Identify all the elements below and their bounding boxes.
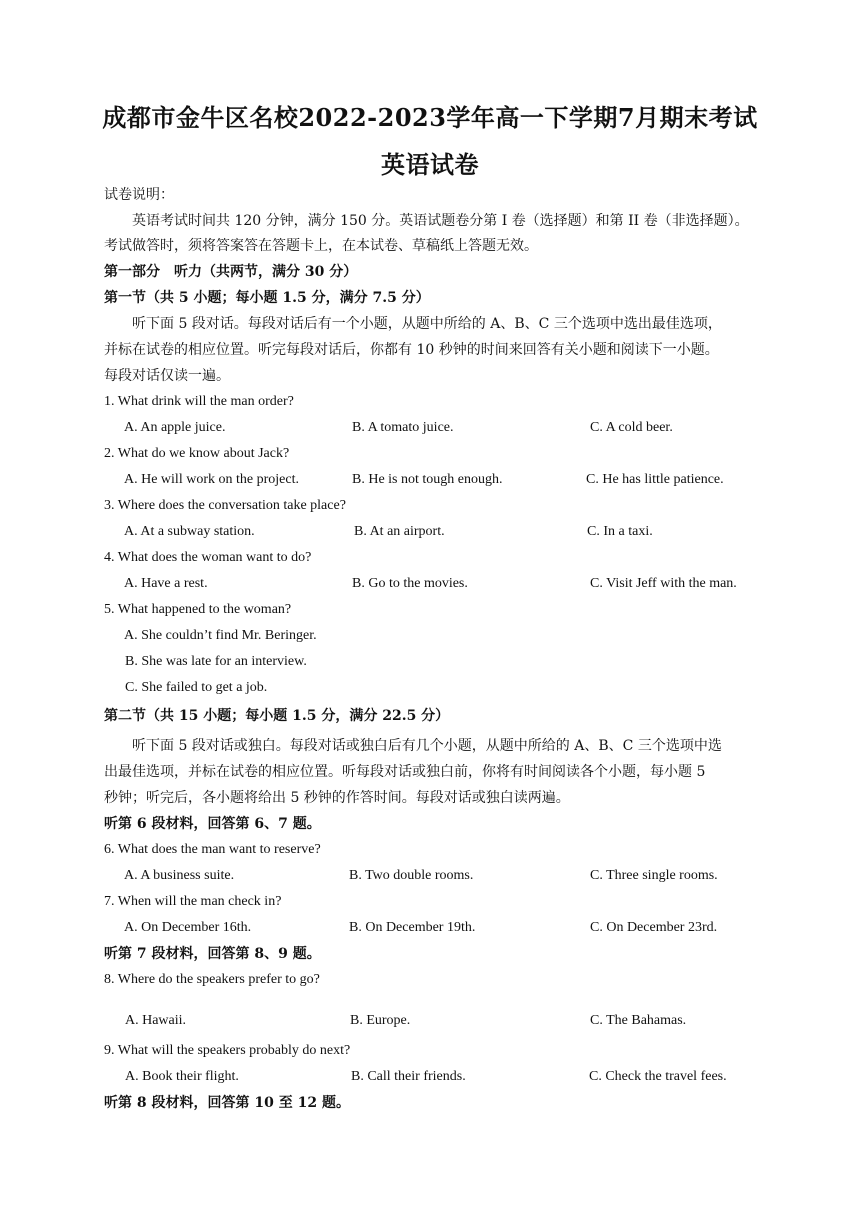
instructions-label: 试卷说明：	[104, 187, 174, 203]
section2-intro-2: 出最佳选项，并标在试卷的相应位置。听每段对话或独白前，你将有时间阅读各个小题，每小题 5	[104, 764, 706, 780]
section1-intro-1: 听下面 5 段对话。每段对话后有一个小题，从题中所给的 A、B、C 三个选项中选出最佳选项，	[132, 316, 722, 332]
section1-intro-2: 并标在试卷的相应位置。听完每段对话后，你都有 10 秒钟的时间来回答有关小题和阅读下一小题。	[104, 342, 719, 358]
question-9-option-a: A. Book their flight.	[125, 1069, 239, 1084]
question-4: 4. What does the woman want to do?	[104, 550, 312, 565]
section2-intro-1: 听下面 5 段对话或独白。每段对话或独白后有几个小题，从题中所给的 A、B、C 三个选项中选	[132, 738, 722, 754]
instructions-line-2: 考试做答时，须将答案答在答题卡上，在本试卷、草稿纸上答题无效。	[104, 238, 538, 254]
question-5-option-a: A. She couldn’t find Mr. Beringer.	[124, 628, 317, 643]
material-6-heading: 听第 6 段材料，回答第 6、7 题。	[104, 816, 321, 832]
question-3-option-a: A. At a subway station.	[124, 524, 255, 539]
question-6-option-b: B. Two double rooms.	[349, 868, 474, 883]
material-8-heading: 听第 8 段材料，回答第 10 至 12 题。	[104, 1095, 350, 1111]
question-3-option-c: C. In a taxi.	[587, 524, 653, 539]
question-9-option-b: B. Call their friends.	[351, 1069, 466, 1084]
section1-intro-3: 每段对话仅读一遍。	[104, 368, 230, 384]
question-1-option-c: C. A cold beer.	[590, 420, 673, 435]
exam-title: 成都市金牛区名校2022-2023学年高一下学期7月期末考试	[102, 103, 758, 132]
question-8: 8. Where do the speakers prefer to go?	[104, 972, 320, 987]
question-6-option-c: C. Three single rooms.	[590, 868, 718, 883]
question-7: 7. When will the man check in?	[104, 894, 282, 909]
question-7-option-b: B. On December 19th.	[349, 920, 476, 935]
instructions-line-1: 英语考试时间共 120 分钟，满分 150 分。英语试题卷分第 I 卷（选择题）和第 II 卷（非选择题）。	[132, 213, 749, 229]
question-5-option-b: B. She was late for an interview.	[125, 654, 307, 669]
question-1-option-a: A. An apple juice.	[124, 420, 226, 435]
question-3-option-b: B. At an airport.	[354, 524, 445, 539]
question-7-option-a: A. On December 16th.	[124, 920, 252, 935]
question-5-option-c: C. She failed to get a job.	[125, 680, 268, 695]
exam-subtitle: 英语试卷	[381, 150, 479, 179]
part1-heading: 第一部分 听力（共两节，满分 30 分）	[104, 264, 358, 280]
question-6-option-a: A. A business suite.	[124, 868, 235, 883]
question-8-option-c: C. The Bahamas.	[590, 1013, 687, 1028]
question-2-option-b: B. He is not tough enough.	[352, 472, 503, 487]
question-9-option-c: C. Check the travel fees.	[589, 1069, 727, 1084]
question-1-option-b: B. A tomato juice.	[352, 420, 454, 435]
question-2-option-c: C. He has little patience.	[586, 472, 724, 487]
question-1: 1. What drink will the man order?	[104, 394, 294, 409]
question-6: 6. What does the man want to reserve?	[104, 842, 321, 857]
question-7-option-c: C. On December 23rd.	[590, 920, 718, 935]
question-8-option-b: B. Europe.	[350, 1013, 411, 1028]
question-4-option-a: A. Have a rest.	[124, 576, 208, 591]
question-5: 5. What happened to the woman?	[104, 602, 292, 617]
question-2: 2. What do we know about Jack?	[104, 446, 290, 461]
section2-intro-3: 秒钟；听完后，各小题将给出 5 秒钟的作答时间。每段对话或独白读两遍。	[104, 790, 570, 806]
question-4-option-b: B. Go to the movies.	[352, 576, 468, 591]
question-4-option-c: C. Visit Jeff with the man.	[590, 576, 737, 591]
question-8-option-a: A. Hawaii.	[125, 1013, 187, 1028]
question-3: 3. Where does the conversation take place?	[104, 498, 346, 513]
question-2-option-a: A. He will work on the project.	[124, 472, 299, 487]
material-7-heading: 听第 7 段材料，回答第 8、9 题。	[104, 946, 321, 962]
section1-heading: 第一节（共 5 小题；每小题 1.5 分，满分 7.5 分）	[104, 290, 430, 306]
question-9: 9. What will the speakers probably do next?	[104, 1043, 351, 1058]
section2-heading: 第二节（共 15 小题；每小题 1.5 分，满分 22.5 分）	[104, 708, 450, 724]
